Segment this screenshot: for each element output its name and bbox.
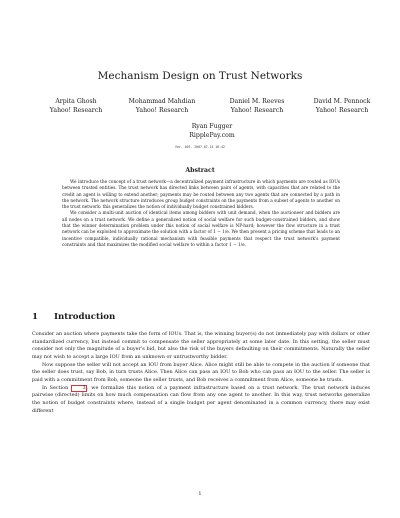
- author-pennock: [302, 97, 382, 115]
- intro-body: [32, 331, 370, 415]
- section-number: 1: [32, 312, 38, 322]
- section-heading: [32, 312, 115, 322]
- section-reference-link[interactable]: 3: [71, 385, 87, 392]
- author-name: Arpita Ghosh: [55, 98, 97, 105]
- abstract-paragraph: We consider a multi-unit auction of identical items among bidders with unit demand, when the auctioneer and bidders are all nodes on a trust network. We define a generalized notion of social welfare for such budget-constrained bidders, and show that the winner determination problem under this notion of social welfare is NP-hard; however the flow structure in a trust network can be exploited to approximate the solution with a factor of 1 − 1/e. We then present a pricing scheme that leads to an incentive compatible, individually rational mechanism with feasible payments that respect the trust network's payment constraints and that maximizes the modified social welfare to within a factor 1 − 1/e.: [62, 211, 340, 248]
- section-title: Introduction: [54, 312, 116, 322]
- intro-paragraph: [32, 362, 370, 385]
- paragraph-text: In Section: [42, 384, 71, 391]
- author-name: David M. Pennock: [313, 98, 371, 105]
- author-reeves: [217, 97, 297, 115]
- author-name: Ryan Fugger: [191, 123, 233, 130]
- author-name: Daniel M. Reeves: [229, 98, 285, 105]
- author-affiliation: Yahoo! Research: [315, 107, 369, 114]
- author-affiliation: RipplePay.com: [189, 132, 235, 139]
- paper-title: Mechanism Design on Trust Networks: [97, 70, 303, 82]
- author-ghosh: [36, 97, 116, 115]
- author-affiliation: Yahoo! Research: [230, 107, 284, 114]
- intro-paragraph: [32, 385, 370, 416]
- paragraph-text: Consider an auction where payments take the form of IOUs. That is, the winning buyer(s) do not immediately pay with dollars or other standardized currency, but instead commit to compensate the seller appropriately at some later date. In this setting, the seller must consider not only the magnitude of a buyer's bid, but also the risk of the buyers defaulting on their commitments. Naturally the seller may not wish to accept a large IOU from an unknown or untrustworthy bidder.: [32, 331, 370, 360]
- version-line: Ver. 405. 2007-07-14 16:42: [175, 145, 225, 149]
- author-name: Mohammad Mahdian: [128, 98, 196, 105]
- author-fugger: [172, 122, 252, 140]
- page-number: 1: [198, 491, 202, 497]
- abstract: [62, 180, 340, 249]
- abstract-heading: Abstract: [185, 167, 215, 174]
- author-mahdian: [122, 97, 202, 115]
- paragraph-text: , we formalize this notion of a payment infrastructure based on a trust network. The trust network induces pairwise (directed) limits on how much compensation can flow from any one agent to another. In this way, trust networks generalize the notion of budget constraints where, instead of a single budget per agent denominated in a common currency, there may exist different: [32, 384, 370, 414]
- abstract-paragraph: We introduce the concept of a trust network—a decentralized payment infrastructure in which payments are routed as IOUs between trusted entities. The trust network has directed links between pairs of agents, with capacities that are related to the credit an agent is willing to extend another; payments may be routed between any two agents that are connected by a path in the network. The network structure introduces group budget constraints on the payments from a subset of agents to another on the trust network: this generalizes the notion of individually budget constrained bidders.: [62, 180, 340, 211]
- author-affiliation: Yahoo! Research: [135, 107, 189, 114]
- intro-paragraph: [32, 331, 370, 362]
- author-affiliation: Yahoo! Research: [49, 107, 103, 114]
- paragraph-text: Now suppose the seller will not accept an IOU from buyer Alice. Alice might still be able to compete in the auction if someone that the seller does trust, say Bob, in turn trusts Alice. Then Alice can pass an IOU to Bob who can pass an IOU to the seller. The seller is paid with a commitment from Bob, someone the seller trusts, and Bob receives a commitment from Alice, someone he trusts.: [32, 361, 370, 383]
